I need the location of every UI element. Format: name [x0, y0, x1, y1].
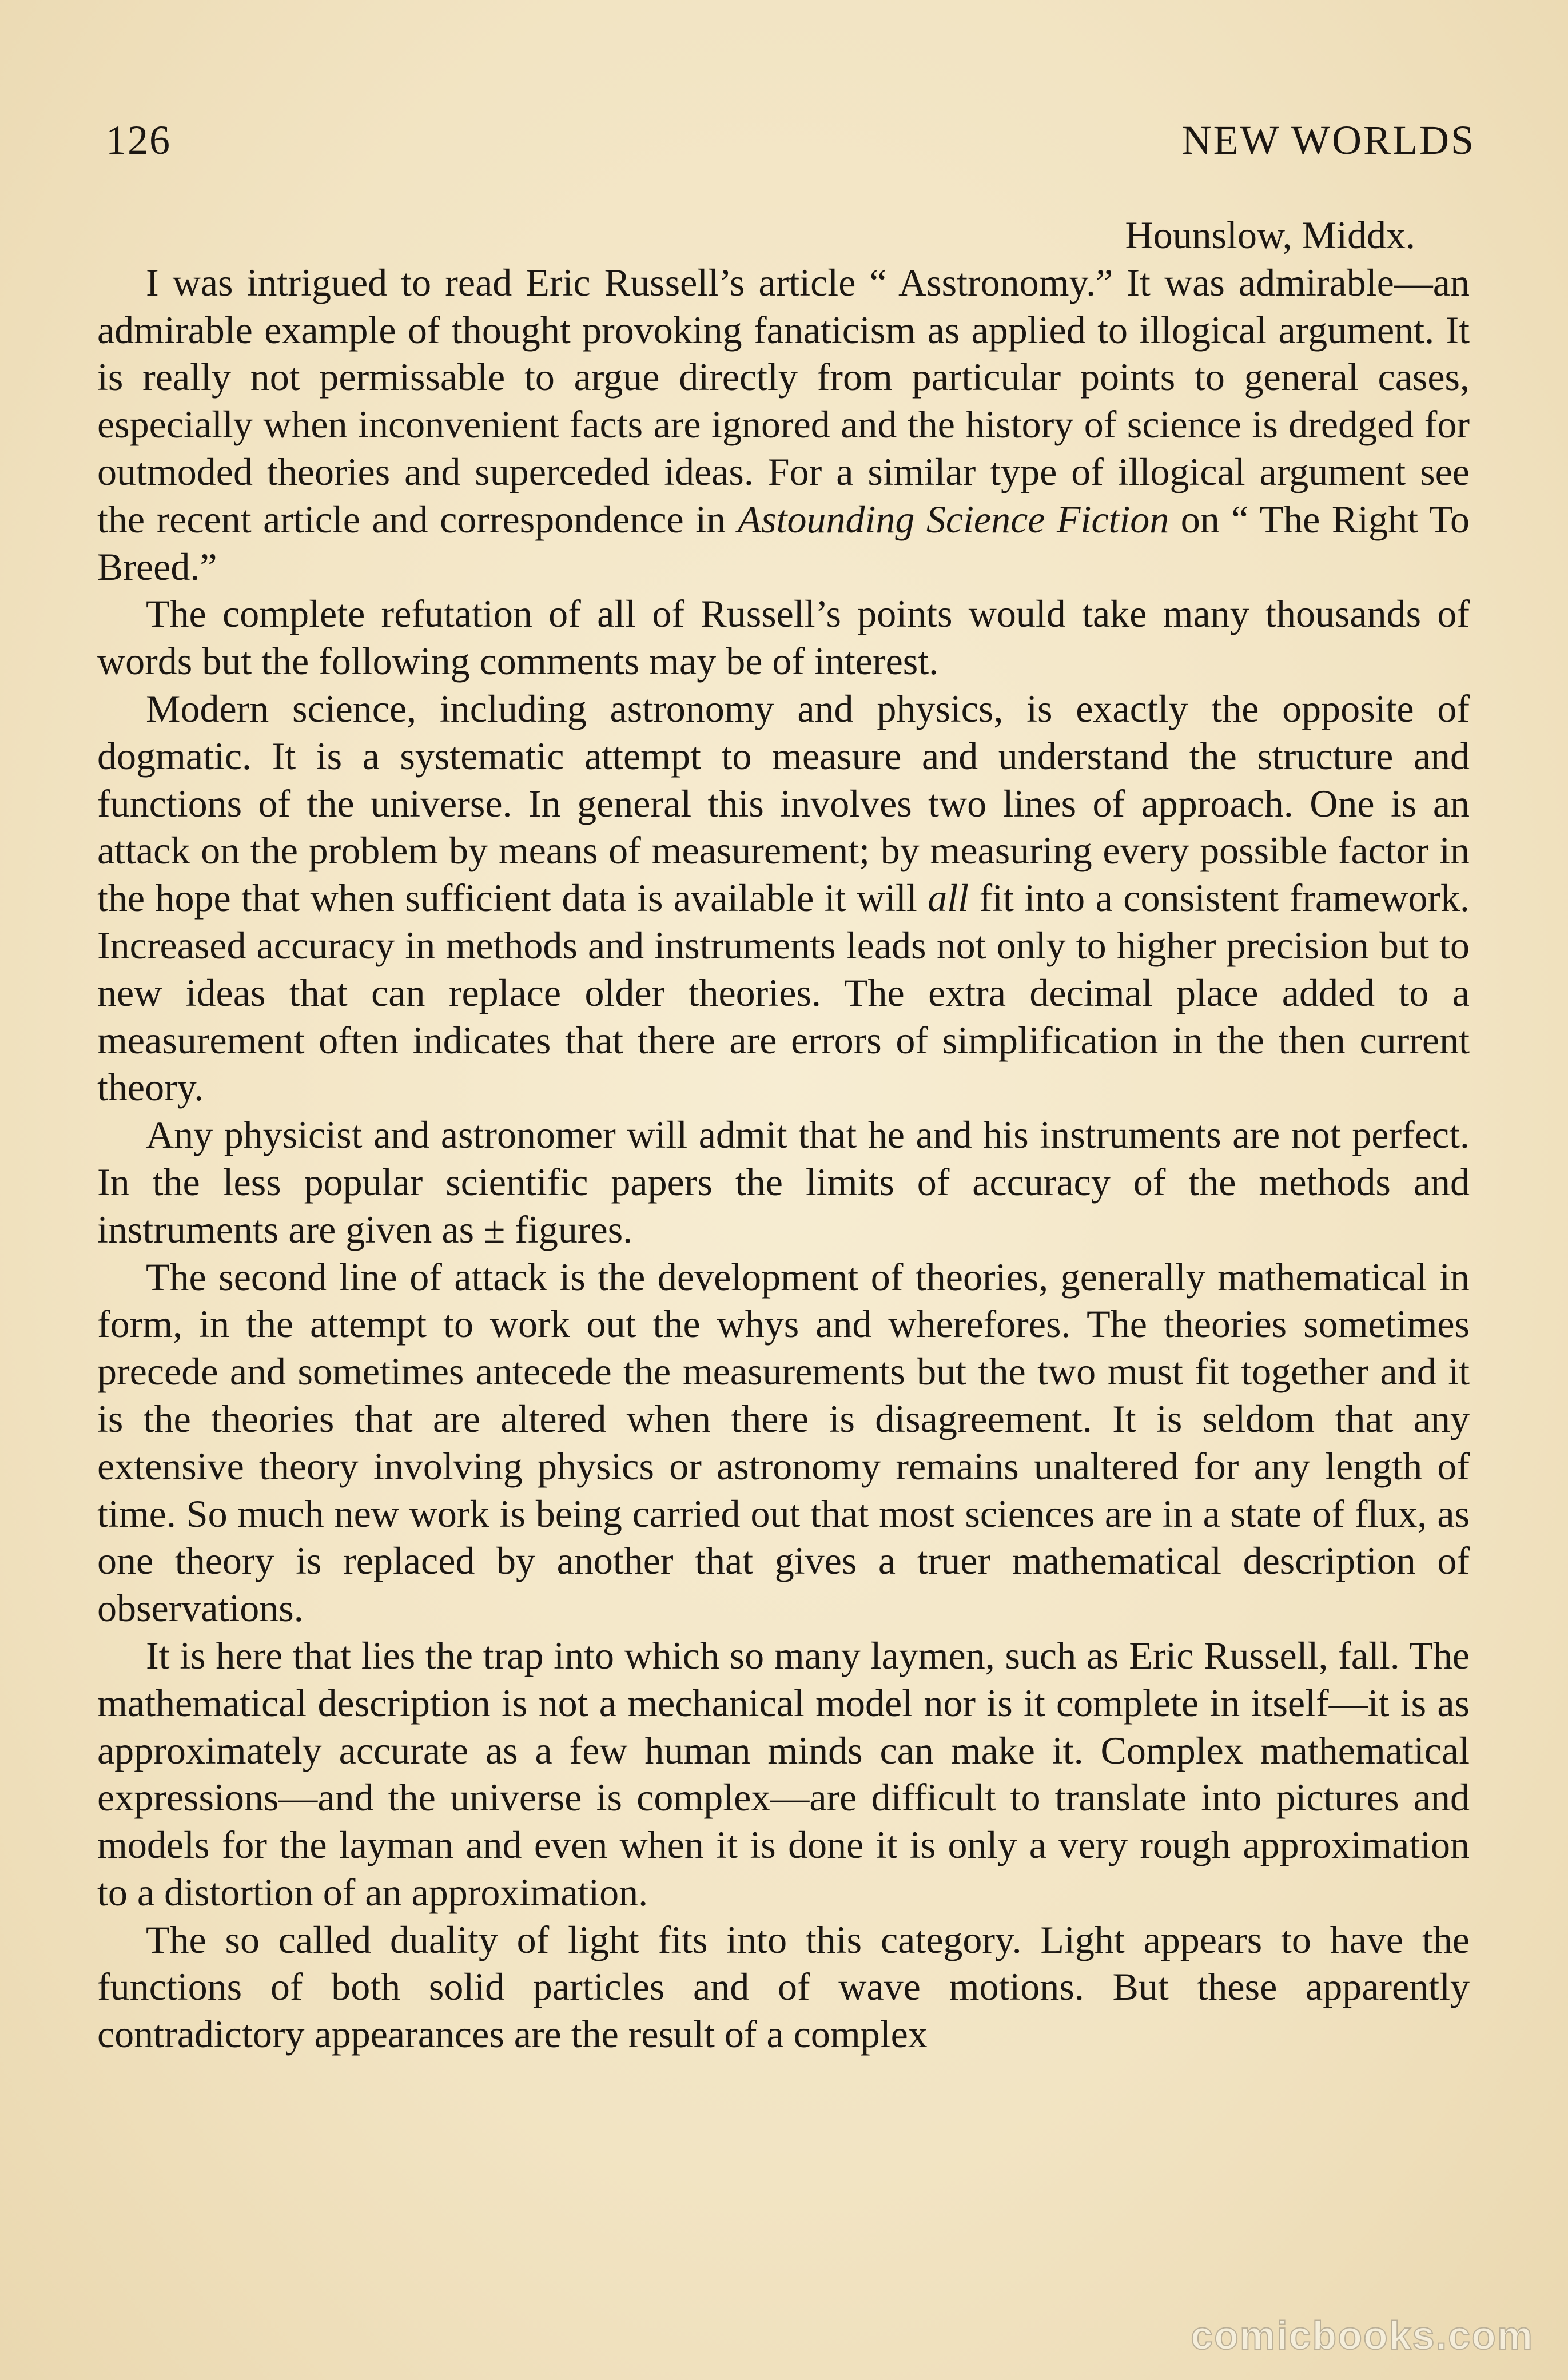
paragraph-1-text-b: on “ The Right To Breed.”: [97, 497, 1470, 588]
paragraph-3: [97, 685, 1470, 1111]
page-number: 126: [106, 117, 171, 163]
paragraph-7: The so called duality of light fits into this category. Light appears to have the functions of both solid particles and of wave motions. But these apparently contradictory appearances are the result of a complex: [97, 1917, 1470, 2056]
emphasis-all: all: [928, 876, 969, 920]
watermark: comicbooks.com: [1191, 2313, 1534, 2358]
paragraph-4: Any physicist and astronomer will admit that he and his instruments are not perfect. In the less popular scientific papers the limits of accuracy of the methods and instruments are given as ± figures.: [97, 1113, 1470, 1251]
running-head: [106, 112, 1475, 169]
paragraph-3-text-b: fit into a consistent framework. Increased accuracy in methods and instruments leads not only to higher precision but to new ideas that can replace older theories. The extra decimal place added to a measurement often indicates that there are errors of simplification in the then current theory.: [97, 876, 1470, 1109]
paragraph-2: The complete refutation of all of Russell’s points would take many thousands of words but the following comments may be of interest.: [97, 592, 1470, 683]
paragraph-3-text-a: Modern science, including astronomy and physics, is exactly the opposite of dogmatic. It is a systematic attempt to measure and understand the structure and functions of the universe. In general this involves two lines of approach. One is an attack on the problem by means of measurement; by measuring every possible factor in the hope that when sufficient data is available it will: [97, 686, 1470, 920]
paragraph-1-text-a: I was intrigued to read Eric Russell’s article “ Asstronomy.” It was admirable—an admirable example of thought provoking fanaticism as applied to illogical argument. It is really not permissable to argue directly from particular points to general cases, especially when inconvenient facts are ignored and the history of science is dredged for outmoded theories and superceded ideas. For a similar type of illogical argument see the recent article and correspondence in: [97, 260, 1470, 541]
paragraph-1: [97, 259, 1470, 591]
magazine-title: Astounding Science Fiction: [737, 497, 1169, 541]
running-title: NEW WORLDS: [1181, 117, 1475, 163]
letter-place: Hounslow, Middx.: [1125, 213, 1415, 257]
paragraph-6: It is here that lies the trap into which so many laymen, such as Eric Russell, fall. The mathematical description is not a mechanical model nor is it complete in itself—it is as approximately accurate as a few human minds can make it. Complex mathematical expressions—and the universe is complex—are difficult to translate into pictures and models for the layman and even when it is done it is only a very rough approximation to a distortion of an approximation.: [97, 1633, 1470, 1914]
paragraph-5: The second line of attack is the development of theories, generally mathematical in form, in the attempt to work out the whys and wherefores. The theories sometimes precede and sometimes antecede the measurements but the two must fit together and it is the theories that are altered when there is disagreement. It is seldom that any extensive theory involving physics or astronomy remains unaltered for any length of time. So much new work is being carried out that most sciences are in a state of flux, as one theory is replaced by another that gives a truer mathematical description of observations.: [97, 1255, 1470, 1630]
letter-body: [97, 212, 1470, 2058]
